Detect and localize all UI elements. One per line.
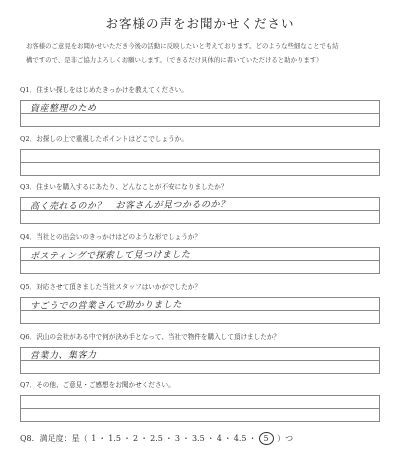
question-1 — [20, 86, 380, 127]
rating-separator: ・ — [140, 434, 149, 443]
question-label: Q7．その他、ご意見・ご感想をお聞かせください。 — [20, 381, 175, 389]
answer-box[interactable] — [20, 395, 380, 422]
question-label: Q5．対応させて頂きました当社スタッフはいかがでしたか？ — [20, 283, 202, 291]
answer-box[interactable] — [20, 297, 380, 324]
rating-separator: ・ — [98, 434, 107, 443]
rating-suffix: ）つ — [277, 434, 294, 443]
answer-box[interactable] — [20, 100, 380, 127]
rating-option[interactable]: 1.5 — [108, 434, 122, 443]
question-5 — [20, 283, 380, 324]
rating-option[interactable]: 2 — [133, 434, 139, 443]
question-label: Q6．沢山の会社がある中で何が決め手となって、当社で物件を購入して頂けましたか？ — [20, 333, 281, 341]
intro-text — [26, 39, 378, 67]
question-3 — [20, 183, 380, 224]
rating-label: Q8．満足度：星（ — [20, 434, 88, 443]
answer-text: 高く売れるのか？ お客さんが見つかるのか？ — [29, 199, 230, 213]
question-7 — [20, 381, 380, 422]
rating-separator: ・ — [181, 434, 190, 443]
rating-separator: ・ — [164, 434, 173, 443]
rating-separator: ・ — [206, 434, 215, 443]
answer-text: ポスティングで探索して見つけました — [29, 250, 191, 262]
page-title: お客様の声をお聞かせください — [105, 16, 295, 31]
rating-options — [90, 434, 274, 443]
rating-option[interactable]: 1 — [91, 434, 97, 443]
answer-text: 資産整理のため — [29, 103, 97, 115]
intro-line: 構ですので、是非ご協力よろしくお願いします。（できるだけ具体的に書いていただけると助かります） — [26, 56, 323, 64]
intro-line: お客様のご意見をお聞かせいただき今後の活動に反映したいと考えております。どのような些細なことでも結 — [26, 42, 339, 50]
rating-option[interactable]: 4 — [216, 434, 222, 443]
answer-text: すごうでの営業さんで助かりました — [29, 300, 183, 312]
question-label: Q3．住まいを購入するにあたり、どんなことが不安になりましたか？ — [20, 183, 228, 191]
answer-box[interactable] — [20, 347, 380, 374]
rating-option[interactable]: 2.5 — [150, 434, 163, 443]
rating-separator: ・ — [248, 434, 257, 443]
answer-box[interactable] — [20, 247, 380, 274]
answer-box[interactable] — [20, 197, 380, 224]
question-label: Q1．住まい探しをはじめたきっかけを教えてください。 — [20, 86, 188, 94]
rating-option[interactable]: 5 — [259, 432, 274, 445]
rating-option[interactable]: 3 — [174, 434, 180, 443]
rating-separator: ・ — [123, 434, 132, 443]
satisfaction-rating — [20, 432, 293, 445]
rating-option[interactable]: 4.5 — [233, 434, 247, 443]
answer-text: 営業力、集客力 — [29, 350, 97, 362]
question-label: Q2．お探しの上で重視したポイントはどこでしょうか。 — [20, 135, 188, 143]
question-4 — [20, 233, 380, 274]
question-label: Q4．当社との出会いのきっかけはどのような形でしょうか？ — [20, 233, 202, 241]
question-2 — [20, 135, 380, 176]
answer-box[interactable] — [20, 149, 380, 176]
rating-option[interactable]: 3.5 — [191, 434, 205, 443]
rating-separator: ・ — [223, 434, 232, 443]
question-6 — [20, 333, 380, 374]
